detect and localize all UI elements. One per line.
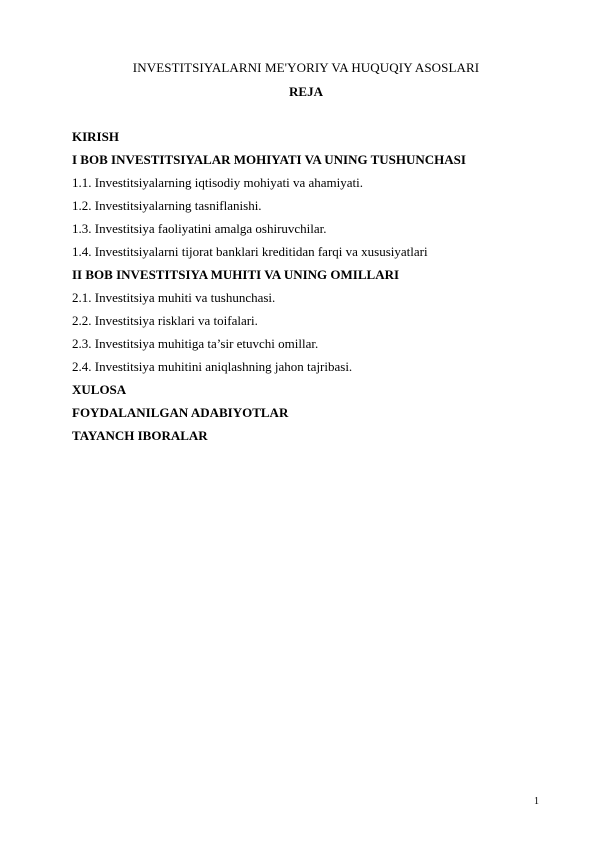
toc-item: 2.1. Investitsiya muhiti va tushunchasi.	[72, 290, 276, 305]
toc-item: 1.2. Investitsiyalarning tasniflanishi.	[72, 198, 262, 213]
toc-item: XULOSA	[72, 382, 127, 397]
table-of-contents	[72, 128, 466, 450]
toc-item: 2.4. Investitsiya muhitini aniqlashning jahon tajribasi.	[72, 359, 353, 374]
document-title: INVESTITSIYALARNI ME'YORIY VA HUQUQIY ASOSLARI	[132, 60, 480, 75]
toc-item: I BOB INVESTITSIYALAR MOHIYATI VA UNING TUSHUNCHASI	[72, 152, 466, 167]
toc-item: 1.3. Investitsiya faoliyatini amalga oshiruvchilar.	[72, 221, 327, 236]
plan-heading: REJA	[289, 84, 323, 99]
toc-item: KIRISH	[72, 129, 119, 144]
toc-item: 2.3. Investitsiya muhitiga ta’sir etuvchi omillar.	[72, 336, 319, 351]
toc-item: 1.4. Investitsiyalarni tijorat banklari kreditidan farqi va xususiyatlari	[72, 244, 428, 259]
toc-item: 2.2. Investitsiya risklari va toifalari.	[72, 313, 258, 328]
page-number: 1	[534, 796, 539, 807]
toc-item: TAYANCH IBORALAR	[72, 428, 208, 443]
toc-item: II BOB INVESTITSIYA MUHITI VA UNING OMILLARI	[72, 267, 400, 282]
toc-item: FOYDALANILGAN ADABIYOTLAR	[72, 405, 289, 420]
toc-item: 1.1. Investitsiyalarning iqtisodiy mohiyati va ahamiyati.	[72, 175, 364, 190]
